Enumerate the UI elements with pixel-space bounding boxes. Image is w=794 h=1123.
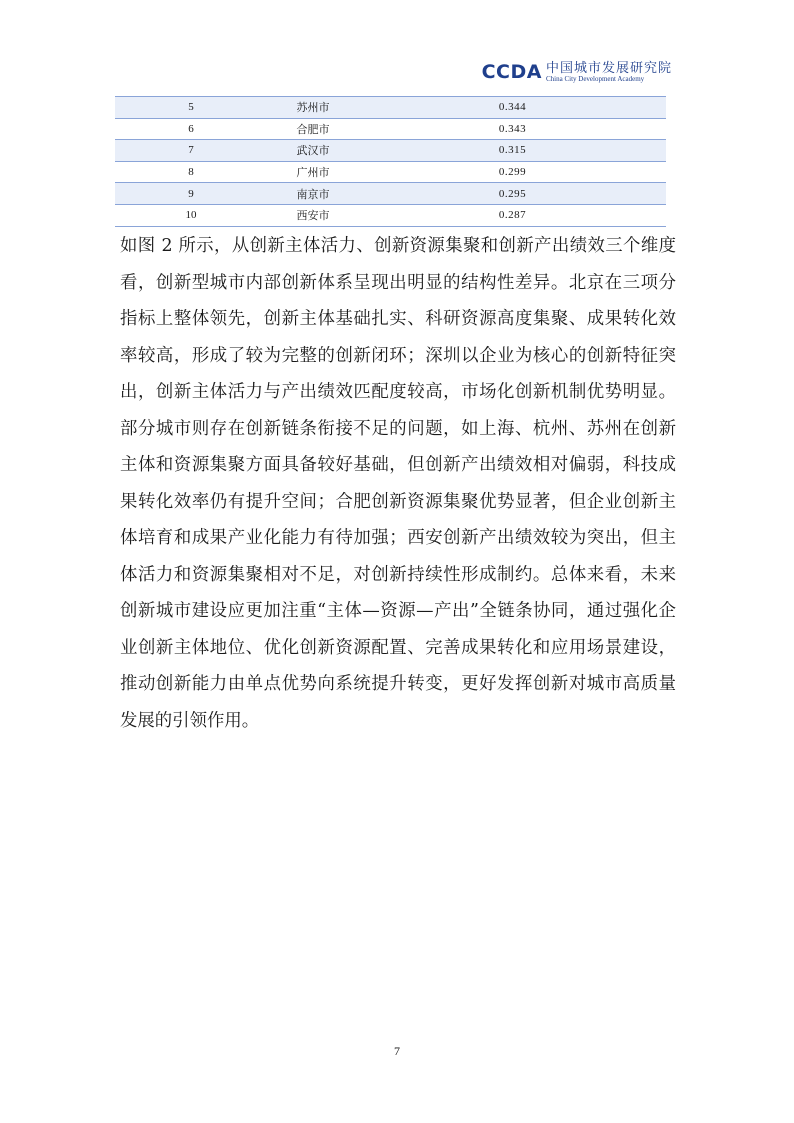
score-cell: 0.287 [359, 204, 666, 226]
ccda-logo [482, 62, 672, 83]
rank-cell: 7 [115, 140, 267, 162]
score-cell: 0.299 [359, 161, 666, 183]
city-cell: 合肥市 [267, 118, 359, 140]
table-row [115, 183, 666, 205]
rank-cell: 6 [115, 118, 267, 140]
rank-cell: 5 [115, 97, 267, 119]
score-cell: 0.343 [359, 118, 666, 140]
page-number: 7 [394, 1044, 400, 1058]
table-row [115, 204, 666, 226]
rank-cell: 10 [115, 204, 267, 226]
table-row [115, 161, 666, 183]
logo-mark: CCDA [481, 61, 542, 83]
score-cell: 0.315 [359, 140, 666, 162]
rank-cell: 9 [115, 183, 267, 205]
table-row [115, 97, 666, 119]
city-cell: 西安市 [267, 204, 359, 226]
rank-cell: 8 [115, 161, 267, 183]
logo-chinese-name: 中国城市发展研究院 [545, 61, 672, 76]
city-cell: 南京市 [267, 183, 359, 205]
table-row [115, 118, 666, 140]
city-ranking-table [115, 96, 666, 227]
table-row [115, 140, 666, 162]
city-cell: 广州市 [267, 161, 359, 183]
logo-text [546, 62, 672, 83]
score-cell: 0.295 [359, 183, 666, 205]
body-paragraph: 如图 2 所示，从创新主体活力、创新资源集聚和创新产出绩效三个维度看，创新型城市内部创新体系呈现出明显的结构性差异。北京在三项分指标上整体领先，创新主体基础扎实、科研资源高度集聚、成果转化效率较高，形成了较为完整的创新闭环；深圳以企业为核心的创新特征突出，创新主体活力与产出绩效匹配度较高，市场化创新机制优势明显。部分城市则存在创新链条衔接不足的问题，如上海、杭州、苏州在创新主体和资源集聚方面具备较好基础，但创新产出绩效相对偏弱，科技成果转化效率仍有提升空间；合肥创新资源集聚优势显著，但企业创新主体培育和成果产业化能力有待加强；西安创新产出绩效较为突出，但主体活力和资源集聚相对不足，对创新持续性形成制约。总体来看，未来创新城市建设应更加注重“主体—资源—产出”全链条协同，通过强化企业创新主体地位、优化创新资源配置、完善成果转化和应用场景建设，推动创新能力由单点优势向系统提升转变，更好发挥创新对城市高质量发展的引领作用。 [120, 236, 676, 731]
city-cell: 苏州市 [267, 97, 359, 119]
city-cell: 武汉市 [267, 140, 359, 162]
logo-english-name: China City Development Academy [545, 75, 645, 83]
score-cell: 0.344 [359, 97, 666, 119]
